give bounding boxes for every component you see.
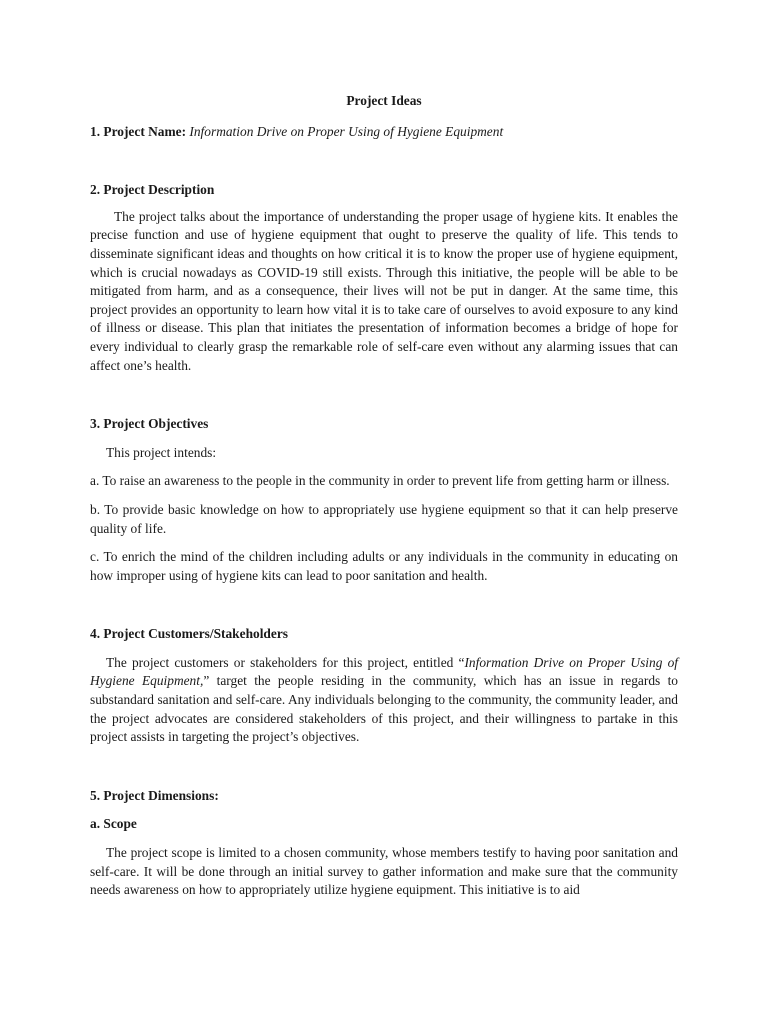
objective-item-c: c. To enrich the mind of the children including adults or any individuals in the community in educating on how improper using of hygiene kits can lead to poor sanitation and health. (90, 549, 678, 583)
document-title: Project Ideas (346, 93, 422, 108)
spacer (90, 462, 678, 472)
stakeholders-text-after: ” target the people residing in the community, which has an issue in regards to substandard sanitation and self-care. Any individuals belonging to the community, the community leader, and the project advocates are considered stakeholders of this project, and their willingness to partake in this project assists in targeting the project’s objectives. (90, 673, 678, 745)
description-heading: 2. Project Description (90, 182, 215, 198)
stakeholders-heading: 4. Project Customers/Stakeholders (90, 626, 288, 642)
stakeholders-project-title: Information Drive on Proper Using of Hygiene Equipment, (90, 654, 678, 689)
project-name-label: 1. Project Name: (90, 123, 187, 139)
spacer (90, 747, 678, 787)
objective-item-a: a. To raise an awareness to the people in the community in order to prevent life from getting harm or illness. (90, 473, 670, 489)
spacer (90, 141, 678, 181)
objective-item-b: b. To provide basic knowledge on how to appropriately use hygiene equipment so that it can help preserve quality of life. (90, 501, 678, 536)
objectives-intro: This project intends: (106, 444, 217, 460)
stakeholders-paragraph (90, 654, 678, 747)
spacer (90, 834, 678, 844)
description-paragraph: The project talks about the importance of understanding the proper usage of hygiene kits. It enables the precise function and use of hygiene equipment that ought to preserve the quality of life. This tends to disseminate significant ideas and thoughts on how critical it is to know the proper use of hygiene equipment, which is crucial nowadays as COVID-19 still exists. Through this initiative, the people will be able to be mitigated from harm, and as a consequence, their lives will not be put in danger. At the same time, this project provides an opportunity to learn how vital it is to take care of ourselves to avoid exposure to any kind of illness or disease. This plan that initiates the presentation of information becomes a bridge of hope for every individual to clearly grasp the remarkable role of self-care even without any alarming issues that can affect one’s health. (90, 208, 678, 373)
scope-heading: a. Scope (90, 816, 137, 832)
spacer (90, 585, 678, 625)
document-content (90, 92, 678, 900)
project-name-line (90, 123, 678, 142)
objectives-heading: 3. Project Objectives (90, 416, 209, 432)
spacer (90, 491, 678, 501)
project-name-value: Information Drive on Proper Using of Hygiene Equipment (189, 123, 504, 139)
spacer (90, 644, 678, 654)
stakeholders-text-before: The project customers or stakeholders for this project, entitled “ (106, 654, 465, 670)
dimensions-heading: 5. Project Dimensions: (90, 787, 219, 803)
spacer (90, 434, 678, 444)
spacer (90, 375, 678, 415)
spacer (90, 200, 678, 208)
spacer (90, 538, 678, 548)
scope-paragraph: The project scope is limited to a chosen community, whose members testify to having poor sanitation and self-care. It will be done through an initial survey to gather information and make sure that the community needs awareness on how to appropriately utilize hygiene equipment. This initiative is to aid (90, 845, 678, 898)
spacer (90, 805, 678, 815)
